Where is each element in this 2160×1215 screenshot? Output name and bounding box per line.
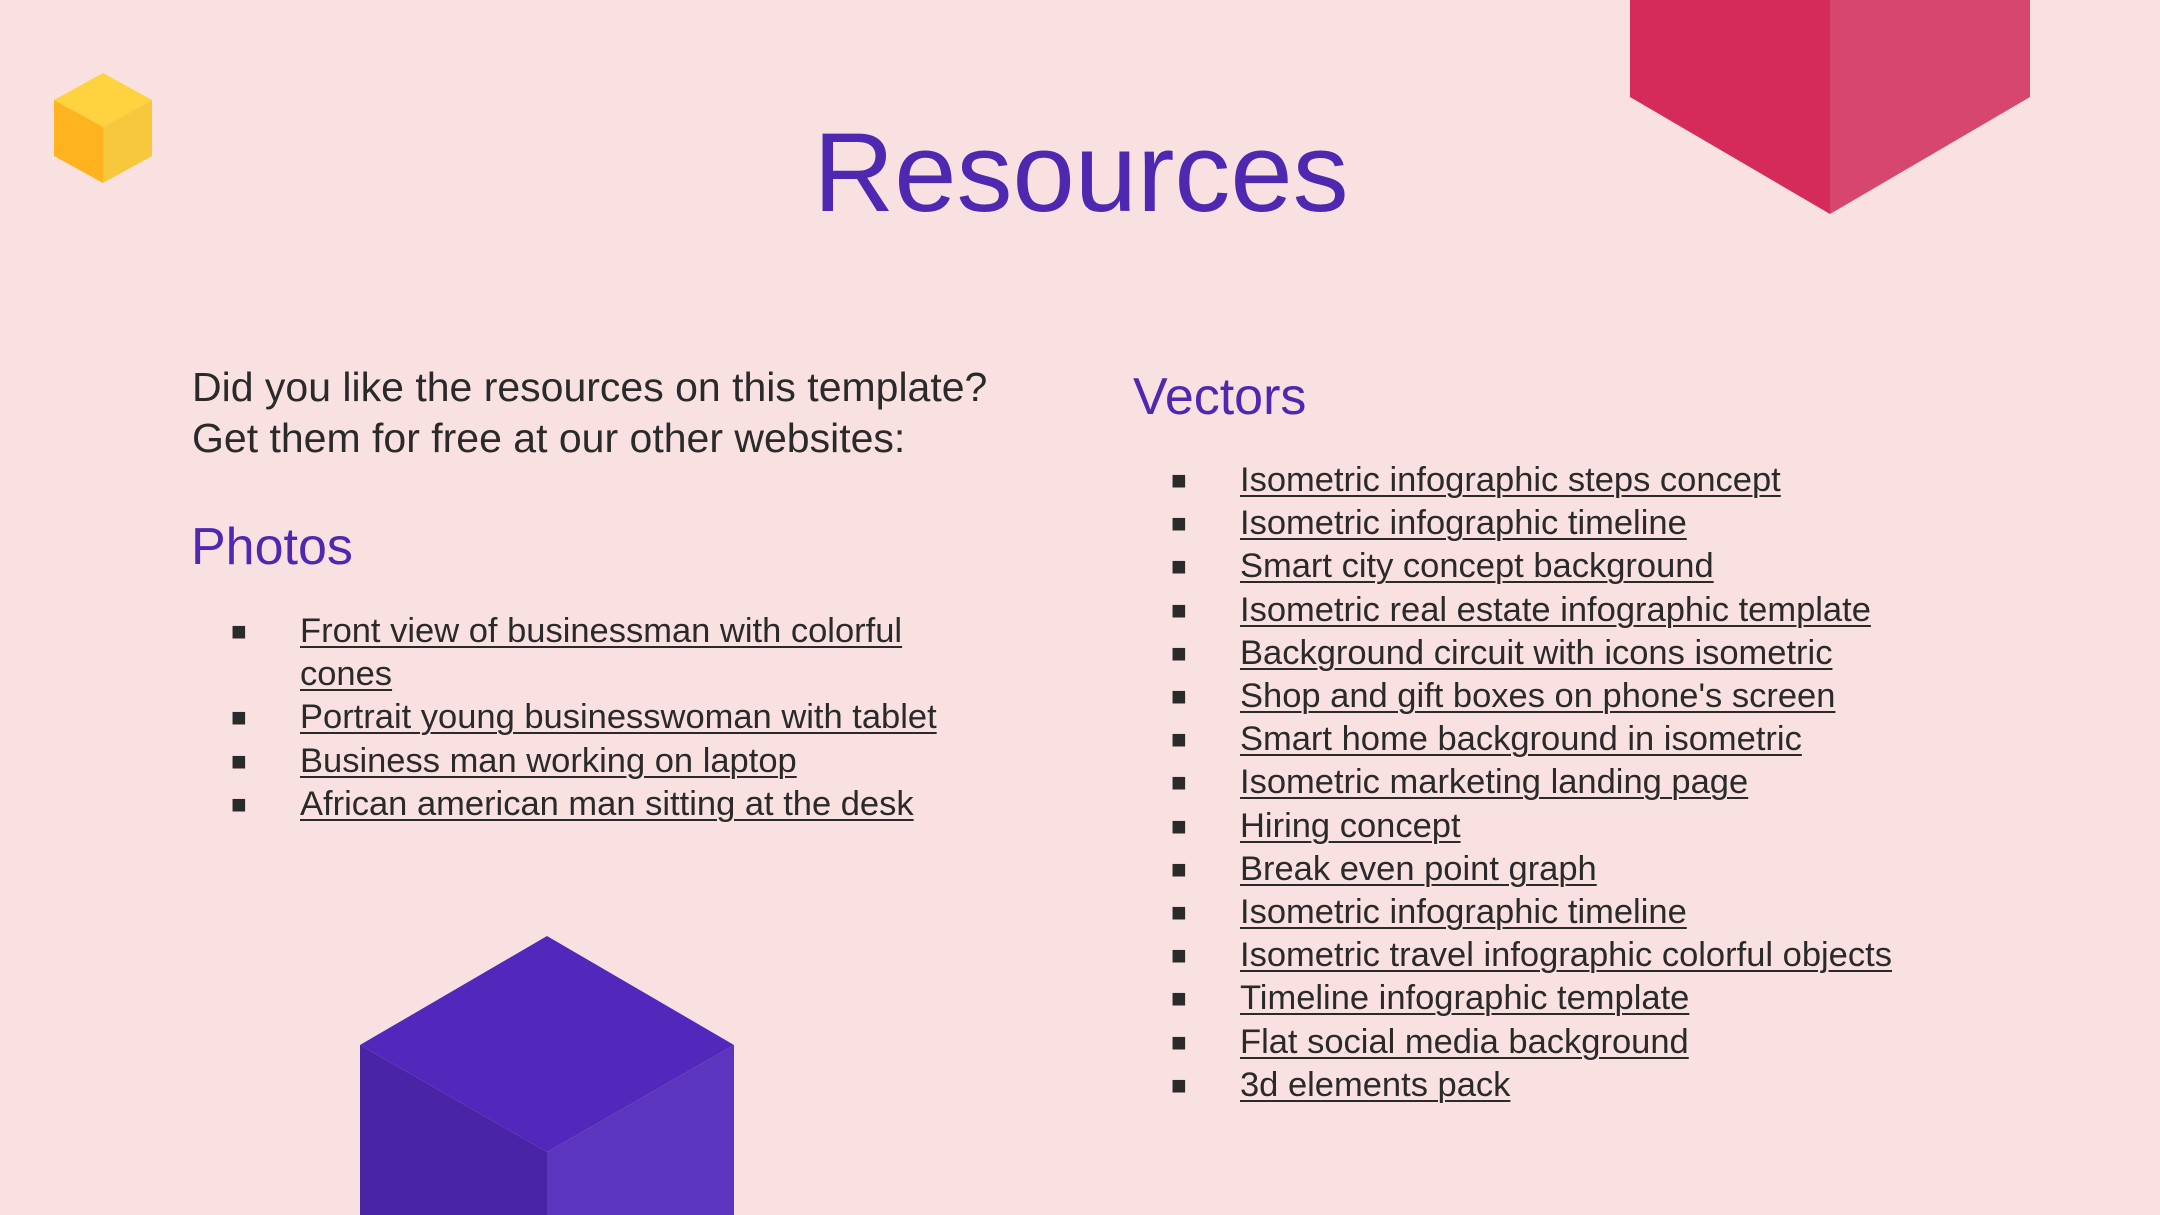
bullet-icon: ■ <box>1171 897 1187 928</box>
vector-link[interactable]: Background circuit with icons isometric <box>1240 633 1833 672</box>
bullet-icon: ■ <box>1171 767 1187 798</box>
list-item <box>1168 1064 2068 1107</box>
vector-link[interactable]: Isometric real estate infographic template <box>1240 590 1871 629</box>
list-item <box>228 783 988 826</box>
intro-line-2: Get them for free at our other websites: <box>192 415 906 461</box>
list-item <box>1168 718 2068 761</box>
vector-link[interactable]: Isometric travel infographic colorful objects <box>1240 936 1892 975</box>
bullet-icon: ■ <box>1171 681 1187 712</box>
vector-link[interactable]: Flat social media background <box>1240 1022 1689 1061</box>
list-item <box>1168 589 2068 632</box>
bullet-icon: ■ <box>1171 1069 1187 1100</box>
bullet-icon: ■ <box>1171 940 1187 971</box>
photo-link[interactable]: Business man working on laptop <box>300 741 797 780</box>
slide-title <box>0 108 2160 238</box>
photo-link[interactable]: Portrait young businesswoman with tablet <box>300 698 937 737</box>
bullet-icon: ■ <box>1171 508 1187 539</box>
vector-link[interactable]: Break even point graph <box>1240 849 1597 888</box>
bullet-icon: ■ <box>1171 1026 1187 1057</box>
list-item <box>1168 632 2068 675</box>
bullet-icon: ■ <box>231 702 247 733</box>
bullet-icon: ■ <box>1171 637 1187 668</box>
list-item <box>1168 1021 2068 1064</box>
list-item <box>228 696 988 739</box>
bullet-icon: ■ <box>231 788 247 819</box>
bullet-icon: ■ <box>1171 724 1187 755</box>
vector-link[interactable]: Timeline infographic template <box>1240 979 1690 1018</box>
photos-heading: Photos <box>191 518 353 576</box>
vector-link[interactable]: Isometric infographic timeline <box>1240 893 1687 932</box>
photos-link-list <box>228 610 988 826</box>
list-item <box>228 610 988 696</box>
intro-text <box>192 362 1052 464</box>
list-item <box>1168 891 2068 934</box>
bullet-icon: ■ <box>1171 594 1187 625</box>
vectors-heading: Vectors <box>1133 368 1307 426</box>
bullet-icon: ■ <box>1171 810 1187 841</box>
vector-link[interactable]: Shop and gift boxes on phone's screen <box>1240 677 1836 716</box>
slide-title-text: Resources <box>813 110 1349 235</box>
purple-cube-decoration <box>360 936 734 1215</box>
bullet-icon: ■ <box>1171 853 1187 884</box>
photo-link[interactable]: Front view of businessman with colorful cones <box>300 612 903 694</box>
list-item <box>1168 545 2068 588</box>
vector-link[interactable]: Hiring concept <box>1240 806 1461 845</box>
vector-link[interactable]: Isometric marketing landing page <box>1240 763 1749 802</box>
vector-link[interactable]: 3d elements pack <box>1240 1065 1511 1104</box>
bullet-icon: ■ <box>231 616 247 646</box>
bullet-icon: ■ <box>1171 983 1187 1014</box>
bullet-icon: ■ <box>1171 551 1187 582</box>
vector-link[interactable]: Smart city concept background <box>1240 547 1714 586</box>
list-item <box>228 740 988 783</box>
list-item <box>1168 459 2068 502</box>
photo-link[interactable]: African american man sitting at the desk <box>300 784 914 823</box>
vectors-link-list <box>1168 459 2068 1107</box>
intro-line-1: Did you like the resources on this template? <box>192 364 988 410</box>
vector-link[interactable]: Isometric infographic steps concept <box>1240 461 1781 499</box>
bullet-icon: ■ <box>231 745 247 776</box>
list-item <box>1168 848 2068 891</box>
vector-link[interactable]: Isometric infographic timeline <box>1240 504 1687 543</box>
list-item <box>1168 977 2068 1020</box>
vector-link[interactable]: Smart home background in isometric <box>1240 720 1802 759</box>
list-item <box>1168 805 2068 848</box>
list-item <box>1168 934 2068 977</box>
list-item <box>1168 675 2068 718</box>
list-item <box>1168 761 2068 804</box>
bullet-icon: ■ <box>1171 465 1187 495</box>
list-item <box>1168 502 2068 545</box>
